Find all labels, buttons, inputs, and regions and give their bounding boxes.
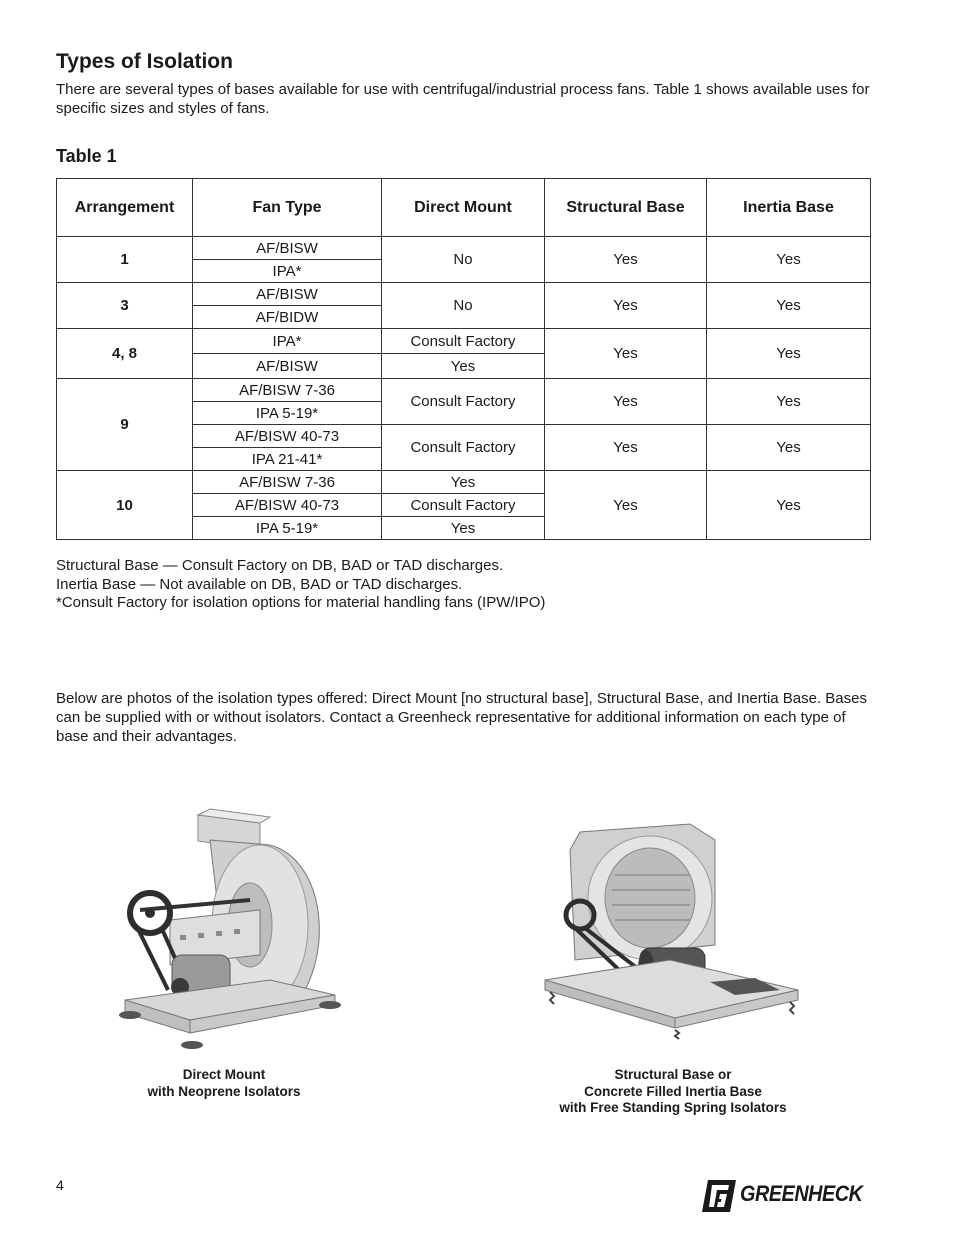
header-direct-mount: Direct Mount xyxy=(382,179,545,237)
direct-mount-cell: No xyxy=(382,283,545,329)
direct-mount-cell: Yes xyxy=(382,471,545,494)
note-structural-base: Structural Base — Consult Factory on DB, BAD or TAD discharges. xyxy=(56,557,504,574)
fan-type-cell: IPA 5-19* xyxy=(193,517,382,540)
fan-type-cell: AF/BISW xyxy=(193,283,382,306)
fan-type-cell: AF/BISW 7-36 xyxy=(193,379,382,402)
caption-structural-base xyxy=(542,1067,804,1117)
fan-type-cell: AF/BISW 40-73 xyxy=(193,425,382,448)
table-notes xyxy=(56,557,545,613)
structural-base-cell: Yes xyxy=(545,329,707,379)
fan-type-cell: AF/BISW xyxy=(193,237,382,260)
structural-base-cell: Yes xyxy=(545,471,707,540)
fan-type-cell: IPA* xyxy=(193,260,382,283)
direct-mount-cell: Yes xyxy=(382,354,545,379)
caption-line: Direct Mount xyxy=(182,1067,266,1082)
note-consult-factory: *Consult Factory for isolation options for material handling fans (IPW/IPO) xyxy=(56,594,546,611)
table-row xyxy=(57,283,871,306)
direct-mount-cell: Consult Factory xyxy=(382,494,545,517)
fan-type-cell: IPA 5-19* xyxy=(193,402,382,425)
fan-type-cell: AF/BIDW xyxy=(193,306,382,329)
greenheck-logo-icon xyxy=(702,1180,736,1212)
page-title: Types of Isolation xyxy=(56,50,233,73)
greenheck-logo xyxy=(700,1178,870,1214)
direct-mount-cell: Consult Factory xyxy=(382,425,545,471)
inertia-base-cell: Yes xyxy=(707,237,871,283)
arrangement-cell: 1 xyxy=(57,237,193,283)
table-header-row xyxy=(57,179,871,237)
header-fan-type: Fan Type xyxy=(193,179,382,237)
structural-base-cell: Yes xyxy=(545,379,707,425)
caption-line: Structural Base or xyxy=(614,1067,732,1082)
inertia-base-cell: Yes xyxy=(707,471,871,540)
table-row xyxy=(57,329,871,354)
table-label: Table 1 xyxy=(56,146,117,166)
caption-line: with Neoprene Isolators xyxy=(147,1083,301,1099)
inertia-base-cell: Yes xyxy=(707,283,871,329)
inertia-base-cell: Yes xyxy=(707,329,871,379)
table-row xyxy=(57,237,871,260)
fan-type-cell: AF/BISW 40-73 xyxy=(193,494,382,517)
structural-base-cell: Yes xyxy=(545,283,707,329)
caption-line: with Free Standing Spring Isolators xyxy=(559,1100,787,1115)
fan-type-cell: AF/BISW xyxy=(193,354,382,379)
page-number: 4 xyxy=(56,1177,64,1193)
table-row xyxy=(57,379,871,402)
structural-base-cell: Yes xyxy=(545,237,707,283)
header-structural-base: Structural Base xyxy=(545,179,707,237)
logo-text: GREENHECK xyxy=(740,1181,863,1206)
table-row xyxy=(57,471,871,494)
caption-direct-mount xyxy=(124,1067,324,1100)
direct-mount-cell: Yes xyxy=(382,517,545,540)
direct-mount-cell: Consult Factory xyxy=(382,379,545,425)
arrangement-cell: 4, 8 xyxy=(57,329,193,379)
header-inertia-base: Inertia Base xyxy=(707,179,871,237)
direct-mount-cell: Consult Factory xyxy=(382,329,545,354)
inertia-base-cell: Yes xyxy=(707,425,871,471)
inertia-base-cell: Yes xyxy=(707,379,871,425)
header-arrangement: Arrangement xyxy=(57,179,193,237)
arrangement-cell: 10 xyxy=(57,471,193,540)
photos-intro-paragraph: Below are photos of the isolation types offered: Direct Mount [no structural base], Structural Base, and Inertia Base. Bases can be supplied with or without isolators. Contact a Greenheck representative for additional information on each type of base and their advantages. xyxy=(56,690,867,745)
caption-line: Concrete Filled Inertia Base xyxy=(584,1083,762,1099)
fan-type-cell: AF/BISW 7-36 xyxy=(193,471,382,494)
intro-paragraph: There are several types of bases available for use with centrifugal/industrial process fans. Table 1 shows available uses for specific sizes and styles of fans. xyxy=(56,81,870,117)
fan-type-cell: IPA* xyxy=(193,329,382,354)
fan-direct-mount-photo xyxy=(110,805,350,1060)
arrangement-cell: 9 xyxy=(57,379,193,471)
note-inertia-base: Inertia Base — Not available on DB, BAD or TAD discharges. xyxy=(56,575,463,593)
structural-base-cell: Yes xyxy=(545,425,707,471)
arrangement-cell: 3 xyxy=(57,283,193,329)
fan-type-cell: IPA 21-41* xyxy=(193,448,382,471)
isolation-table xyxy=(56,178,871,540)
fan-structural-base-photo xyxy=(540,820,802,1040)
direct-mount-cell: No xyxy=(382,237,545,283)
